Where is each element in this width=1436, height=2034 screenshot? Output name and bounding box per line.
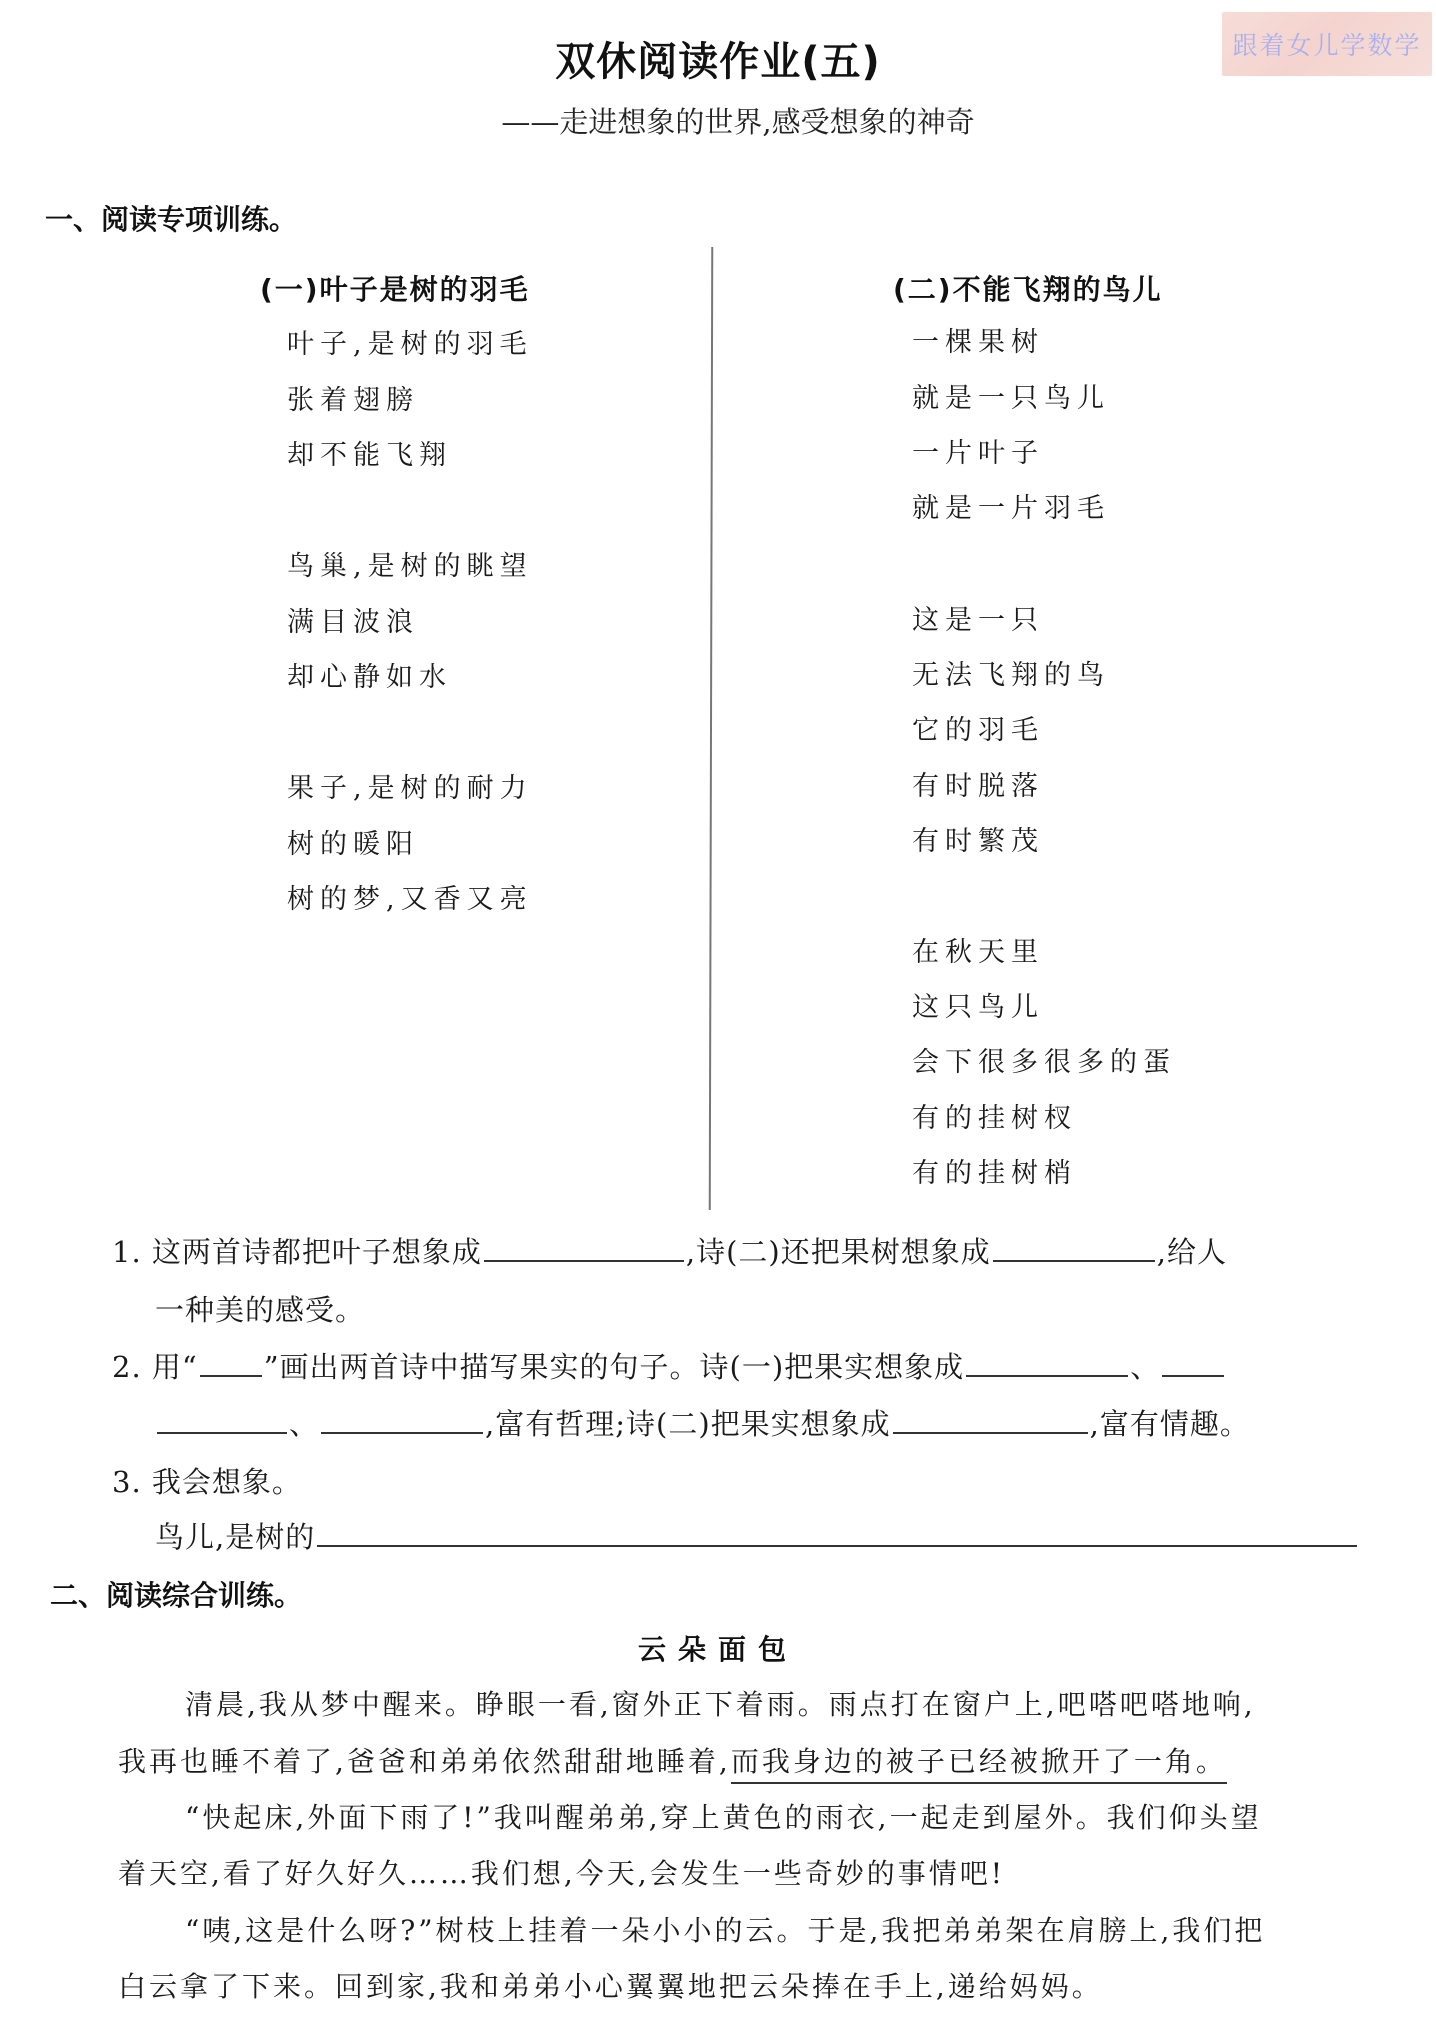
- poem-line: 有时脱落: [912, 771, 1044, 802]
- poem-line: 一棵果树: [912, 327, 1044, 358]
- poem-line: 有的挂树杈: [912, 1103, 1077, 1134]
- q2-text-3: ,富有哲理;诗(二)把果实想象成: [485, 1407, 891, 1441]
- underlined-sentence: 而我身边的被子已经被掀开了一角。: [731, 1745, 1227, 1784]
- q2-underline-sample: [200, 1374, 262, 1377]
- section1-heading: 一、阅读专项训练。: [45, 203, 298, 236]
- paragraph-1-line-2: [118, 1740, 1227, 1780]
- q2-text-4: ,富有情趣。: [1089, 1407, 1250, 1441]
- section2-heading: 二、阅读综合训练。: [50, 1579, 303, 1612]
- q2-blank-4[interactable]: [893, 1431, 1088, 1434]
- paragraph-1-line-1: 清晨,我从梦中醒来。睁眼一看,窗外正下着雨。雨点打在窗户上,吧嗒吧嗒地响,: [185, 1688, 1256, 1721]
- poem-line: 却心静如水: [287, 662, 452, 693]
- q2-blank-2a[interactable]: [1162, 1374, 1224, 1377]
- poem-line: 鸟巢,是树的眺望: [287, 551, 533, 582]
- story-title: 云朵面包: [637, 1633, 798, 1666]
- poem-line: 会下很多很多的蛋: [912, 1047, 1176, 1078]
- q1-blank-2[interactable]: [993, 1259, 1155, 1262]
- paragraph-1-plain: 我再也睡不着了,爸爸和弟弟依然甜甜地睡着,: [118, 1745, 731, 1778]
- question-2-line2: [155, 1402, 1250, 1443]
- page-subtitle: ——走进想象的世界,感受想象的神奇: [501, 105, 975, 139]
- question-1-line2: 一种美的感受。: [155, 1293, 366, 1327]
- poem-line: 这只鸟儿: [912, 992, 1044, 1023]
- poem-line: 树的梦,又香又亮: [287, 884, 533, 915]
- poem-line: 树的暖阳: [287, 829, 419, 860]
- paragraph-3-line-1: “咦,这是什么呀?”树枝上挂着一朵小小的云。于是,我把弟弟架在肩膀上,我们把: [185, 1914, 1266, 1947]
- poem-line: 就是一片羽毛: [912, 493, 1110, 524]
- poem-line: 一片叶子: [912, 438, 1044, 469]
- column-divider: [709, 247, 714, 1210]
- q2-blank-3[interactable]: [321, 1431, 483, 1434]
- q1-text-3: ,给人: [1156, 1235, 1227, 1269]
- poem2-title: (二)不能飞翔的鸟儿: [893, 273, 1163, 306]
- q3-answer-line[interactable]: [317, 1544, 1357, 1547]
- poem-line: 满目波浪: [287, 607, 419, 638]
- watermark-text: 跟着女儿学数学: [1232, 31, 1422, 60]
- question-3-prompt-row: [155, 1515, 1359, 1556]
- paragraph-2-line-2: 着天空,看了好久好久……我们想,今天,会发生一些奇妙的事情吧!: [118, 1857, 1005, 1890]
- poem1-title: (一)叶子是树的羽毛: [260, 273, 530, 306]
- question-3-label: 3. 我会想象。: [112, 1465, 302, 1499]
- poem-line: 它的羽毛: [912, 715, 1044, 746]
- poem-line: 在秋天里: [912, 937, 1044, 968]
- paragraph-2-line-1: “快起床,外面下雨了!”我叫醒弟弟,穿上黄色的雨衣,一起走到屋外。我们仰头望: [185, 1801, 1262, 1834]
- poem-line: 却不能飞翔: [287, 440, 452, 471]
- poem-line: 无法飞翔的鸟: [912, 660, 1110, 691]
- poem-line: 叶子,是树的羽毛: [287, 329, 533, 360]
- poem-line: 有的挂树梢: [912, 1158, 1077, 1189]
- poem-line: 就是一只鸟儿: [912, 383, 1110, 414]
- q1-blank-1[interactable]: [484, 1259, 684, 1262]
- q2-sep-1: 、: [1130, 1350, 1161, 1384]
- question-1: [112, 1230, 1227, 1271]
- q2-blank-1[interactable]: [966, 1374, 1128, 1377]
- q2-blank-2b[interactable]: [157, 1431, 287, 1434]
- q1-text-2: ,诗(二)还把果树想象成: [685, 1235, 991, 1269]
- q1-text-1: 1. 这两首诗都把叶子想象成: [112, 1235, 482, 1269]
- poem-line: 有时繁茂: [912, 826, 1044, 857]
- poem-line: 张着翅膀: [287, 385, 419, 416]
- q3-prompt: 鸟儿,是树的: [155, 1520, 316, 1554]
- q2-text-2: ”画出两首诗中描写果实的句子。诗(一)把果实想象成: [263, 1350, 965, 1384]
- page-title: 双休阅读作业(五): [555, 39, 881, 85]
- poem-line: 这是一只: [912, 605, 1044, 636]
- q2-text-1: 2. 用“: [112, 1350, 198, 1384]
- poem-line: 果子,是树的耐力: [287, 773, 533, 804]
- q2-sep-2: 、: [289, 1407, 320, 1441]
- question-2: [112, 1345, 1226, 1386]
- paragraph-3-line-2: 白云拿了下来。回到家,我和弟弟小心翼翼地把云朵捧在手上,递给妈妈。: [118, 1970, 1103, 2003]
